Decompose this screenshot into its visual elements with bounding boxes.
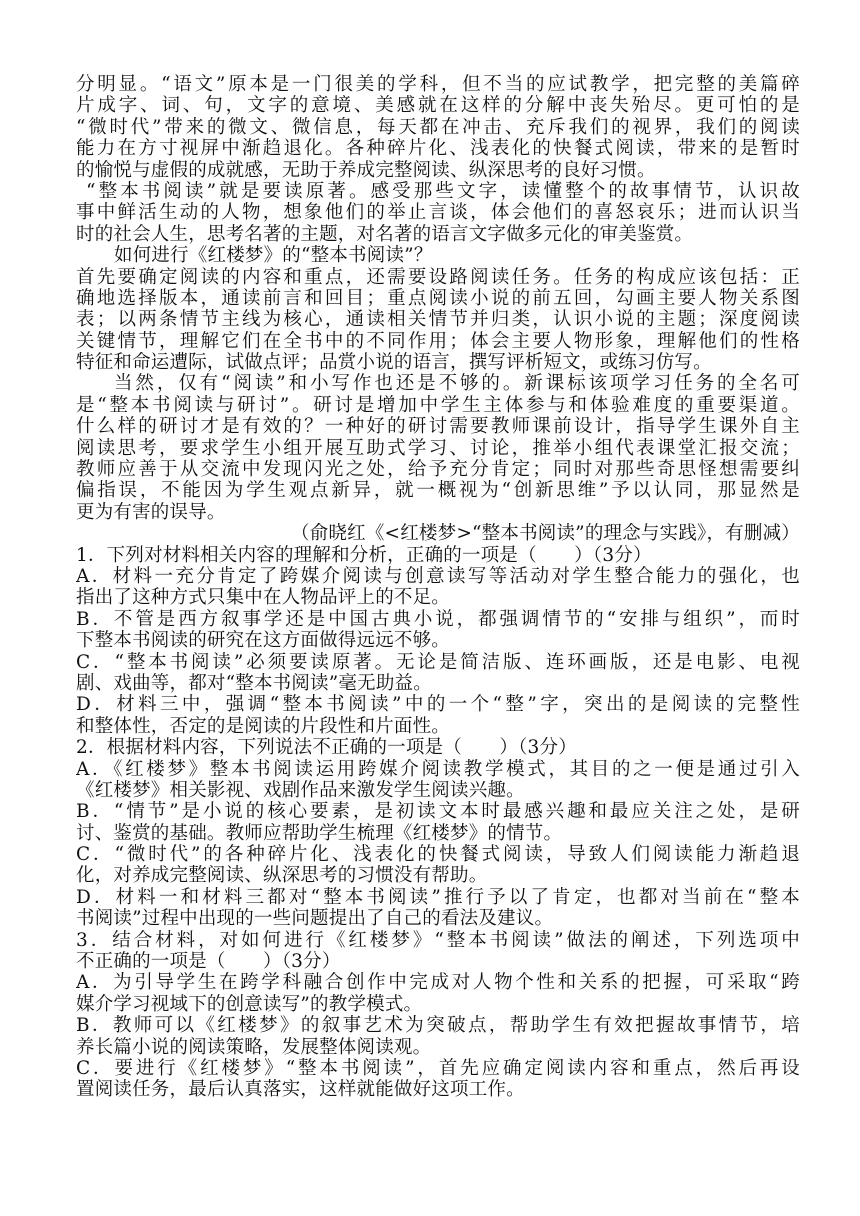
question-line: C．要进行《红楼梦》“整本书阅读”，首先应确定阅读内容和重点，然后再设 <box>76 1057 800 1079</box>
passage-line: 分明显。“语文”原本是一门很美的学科，但不当的应试教学，把完整的美篇碎 <box>76 74 800 95</box>
question-line: 1．下列对材料相关内容的理解和分析，正确的一项是（ ）（3分） <box>76 544 652 566</box>
question-line: B．教师可以《红楼梦》的叙事艺术为突破点，帮助学生有效把握故事情节，培 <box>76 1015 800 1037</box>
question-line: 剧、戏曲等，都对“整本书阅读”毫无助益。 <box>76 672 432 694</box>
passage-line: 片成字、词、句，文字的意境、美感就在这样的分解中丧失殆尽。更可怕的是 <box>76 95 800 117</box>
question-line: 《红楼梦》相关影视、戏剧作品来激发学生阅读兴趣。 <box>76 779 525 801</box>
question-line: B．“情节”是小说的核心要素，是初读文本时最感兴趣和最应关注之处，是研 <box>76 801 800 823</box>
passage-line: 偏指误，不能因为学生观点新异，就一概视为“创新思维”予以认同，那显然是 <box>76 480 800 502</box>
passage-line: 更为有害的误导。 <box>76 501 226 523</box>
passage-line: 特征和命运遭际，试做点评；品赏小说的语言，撰写评析短文，或练习仿写。 <box>76 352 712 374</box>
passage-line: 是“整本书阅读与研讨”。研讨是增加中学生主体参与和体验难度的重要渠道。 <box>76 394 800 416</box>
question-line: 书阅读”过程中出现的一些问题提出了自己的看法及建议。 <box>76 908 554 930</box>
passage-line: “微时代”带来的微文、微信息，每天都在冲击、充斥我们的视界，我们的阅读 <box>76 116 800 138</box>
passage-line: 什么样的研讨才是有效的？一种好的研讨需要教师课前设计，指导学生课外自主 <box>76 416 800 438</box>
question-line: 下整本书阅读的研究在这方面做得远远不够。 <box>76 630 451 652</box>
question-line: A．材料一充分肯定了跨媒介阅读与创意读写等活动对学生整合能力的强化，也 <box>76 565 800 587</box>
passage-line: 时的社会人生，思考名著的主题，对名著的语言文字做多元化的审美鉴赏。 <box>76 223 694 245</box>
passage-line: 的愉悦与虚假的成就感，无助于养成完整阅读、纵深思考的良好习惯。 <box>76 159 656 181</box>
passage-line: “整本书阅读”就是要读原著。感受那些文字，读懂整个的故事情节，认识故 <box>86 180 800 202</box>
passage-line: 首先要确定阅读的内容和重点，还需要设路阅读任务。任务的构成应该包括：正 <box>76 266 800 288</box>
question-line: D．材料三中，强调“整本书阅读”中的一个“整”字，突出的是阅读的完整性 <box>76 694 800 716</box>
passage-line: 能力在方寸视屏中渐趋退化。各种碎片化、浅表化的快餐式阅读，带来的是暂时 <box>76 138 800 160</box>
question-line: 讨、鉴赏的基础。教师应帮助学生梳理《红楼梦》的情节。 <box>76 822 563 844</box>
passage-line: 当然，仅有“阅读”和小写作也还是不够的。新课标该项学习任务的全名可 <box>114 373 800 395</box>
source-citation: （俞晓红《<红楼梦>“整本书阅读”的理念与实践》，有删减） <box>291 523 800 545</box>
passage-line: 确地选择版本，通读前言和回目；重点阅读小说的前五回，勾画主要人物关系图 <box>76 287 800 309</box>
question-line: D．材料一和材料三都对“整本书阅读”推行予以了肯定，也都对当前在“整本 <box>76 886 800 908</box>
question-line: 不正确的一项是（ ）（3分） <box>76 951 341 973</box>
passage-text <box>76 74 800 523</box>
question-line: A．为引导学生在跨学科融合创作中完成对人物个性和关系的把握，可采取“跨 <box>76 972 800 994</box>
passage-line: 事中鲜活生动的人物，想象他们的举止言谈，体会他们的喜怒哀乐；进而认识当 <box>76 202 800 224</box>
passage-line: 表；以两条情节主线为核心，通读相关情节并归类，认识小说的主题；深度阅读 <box>76 309 800 331</box>
passage-line: 如何进行《红楼梦》的“整本书阅读”？ <box>114 245 433 267</box>
question-line: 化，对养成完整阅读、纵深思考的习惯没有帮助。 <box>76 865 488 887</box>
passage-line: 阅读思考，要求学生小组开展互助式学习、讨论，推举小组代表课堂汇报交流； <box>76 437 800 459</box>
question-line: 和整体性，否定的是阅读的片段性和片面性。 <box>76 715 451 737</box>
question-line: B．不管是西方叙事学还是中国古典小说，都强调情节的“安排与组织”，而时 <box>76 608 800 630</box>
questions-section <box>76 545 800 1101</box>
question-line: C．“整本书阅读”必须要读原著。无论是简洁版、连环画版，还是电影、电视 <box>76 651 800 673</box>
passage-line: 教师应善于从交流中发现闪光之处，给予充分肯定；同时对那些奇思怪想需要纠 <box>76 459 800 481</box>
question-line: 3．结合材料，对如何进行《红楼梦》“整本书阅读”做法的阐述，下列选项中 <box>76 929 800 951</box>
question-line: 指出了这种方式只集中在人物品评上的不足。 <box>76 587 451 609</box>
question-line: 媒介学习视域下的创意读写”的教学模式。 <box>76 993 423 1015</box>
question-line: C．“微时代”的各种碎片化、浅表化的快餐式阅读，导致人们阅读能力渐趋退 <box>76 844 800 866</box>
question-line: 置阅读任务，最后认真落实，这样就能做好这项工作。 <box>76 1079 525 1101</box>
passage-line: 关键情节，理解它们在全书中的不同作用；体会主要人物形象，理解他们的性格 <box>76 330 800 352</box>
question-line: 养长篇小说的阅读策略，发展整体阅读观。 <box>76 1036 432 1058</box>
question-line: 2．根据材料内容，下列说法不正确的一项是（ ）（3分） <box>76 737 577 759</box>
question-line: A．《红楼梦》整本书阅读运用跨媒介阅读教学模式，其目的之一便是通过引入 <box>76 758 800 780</box>
